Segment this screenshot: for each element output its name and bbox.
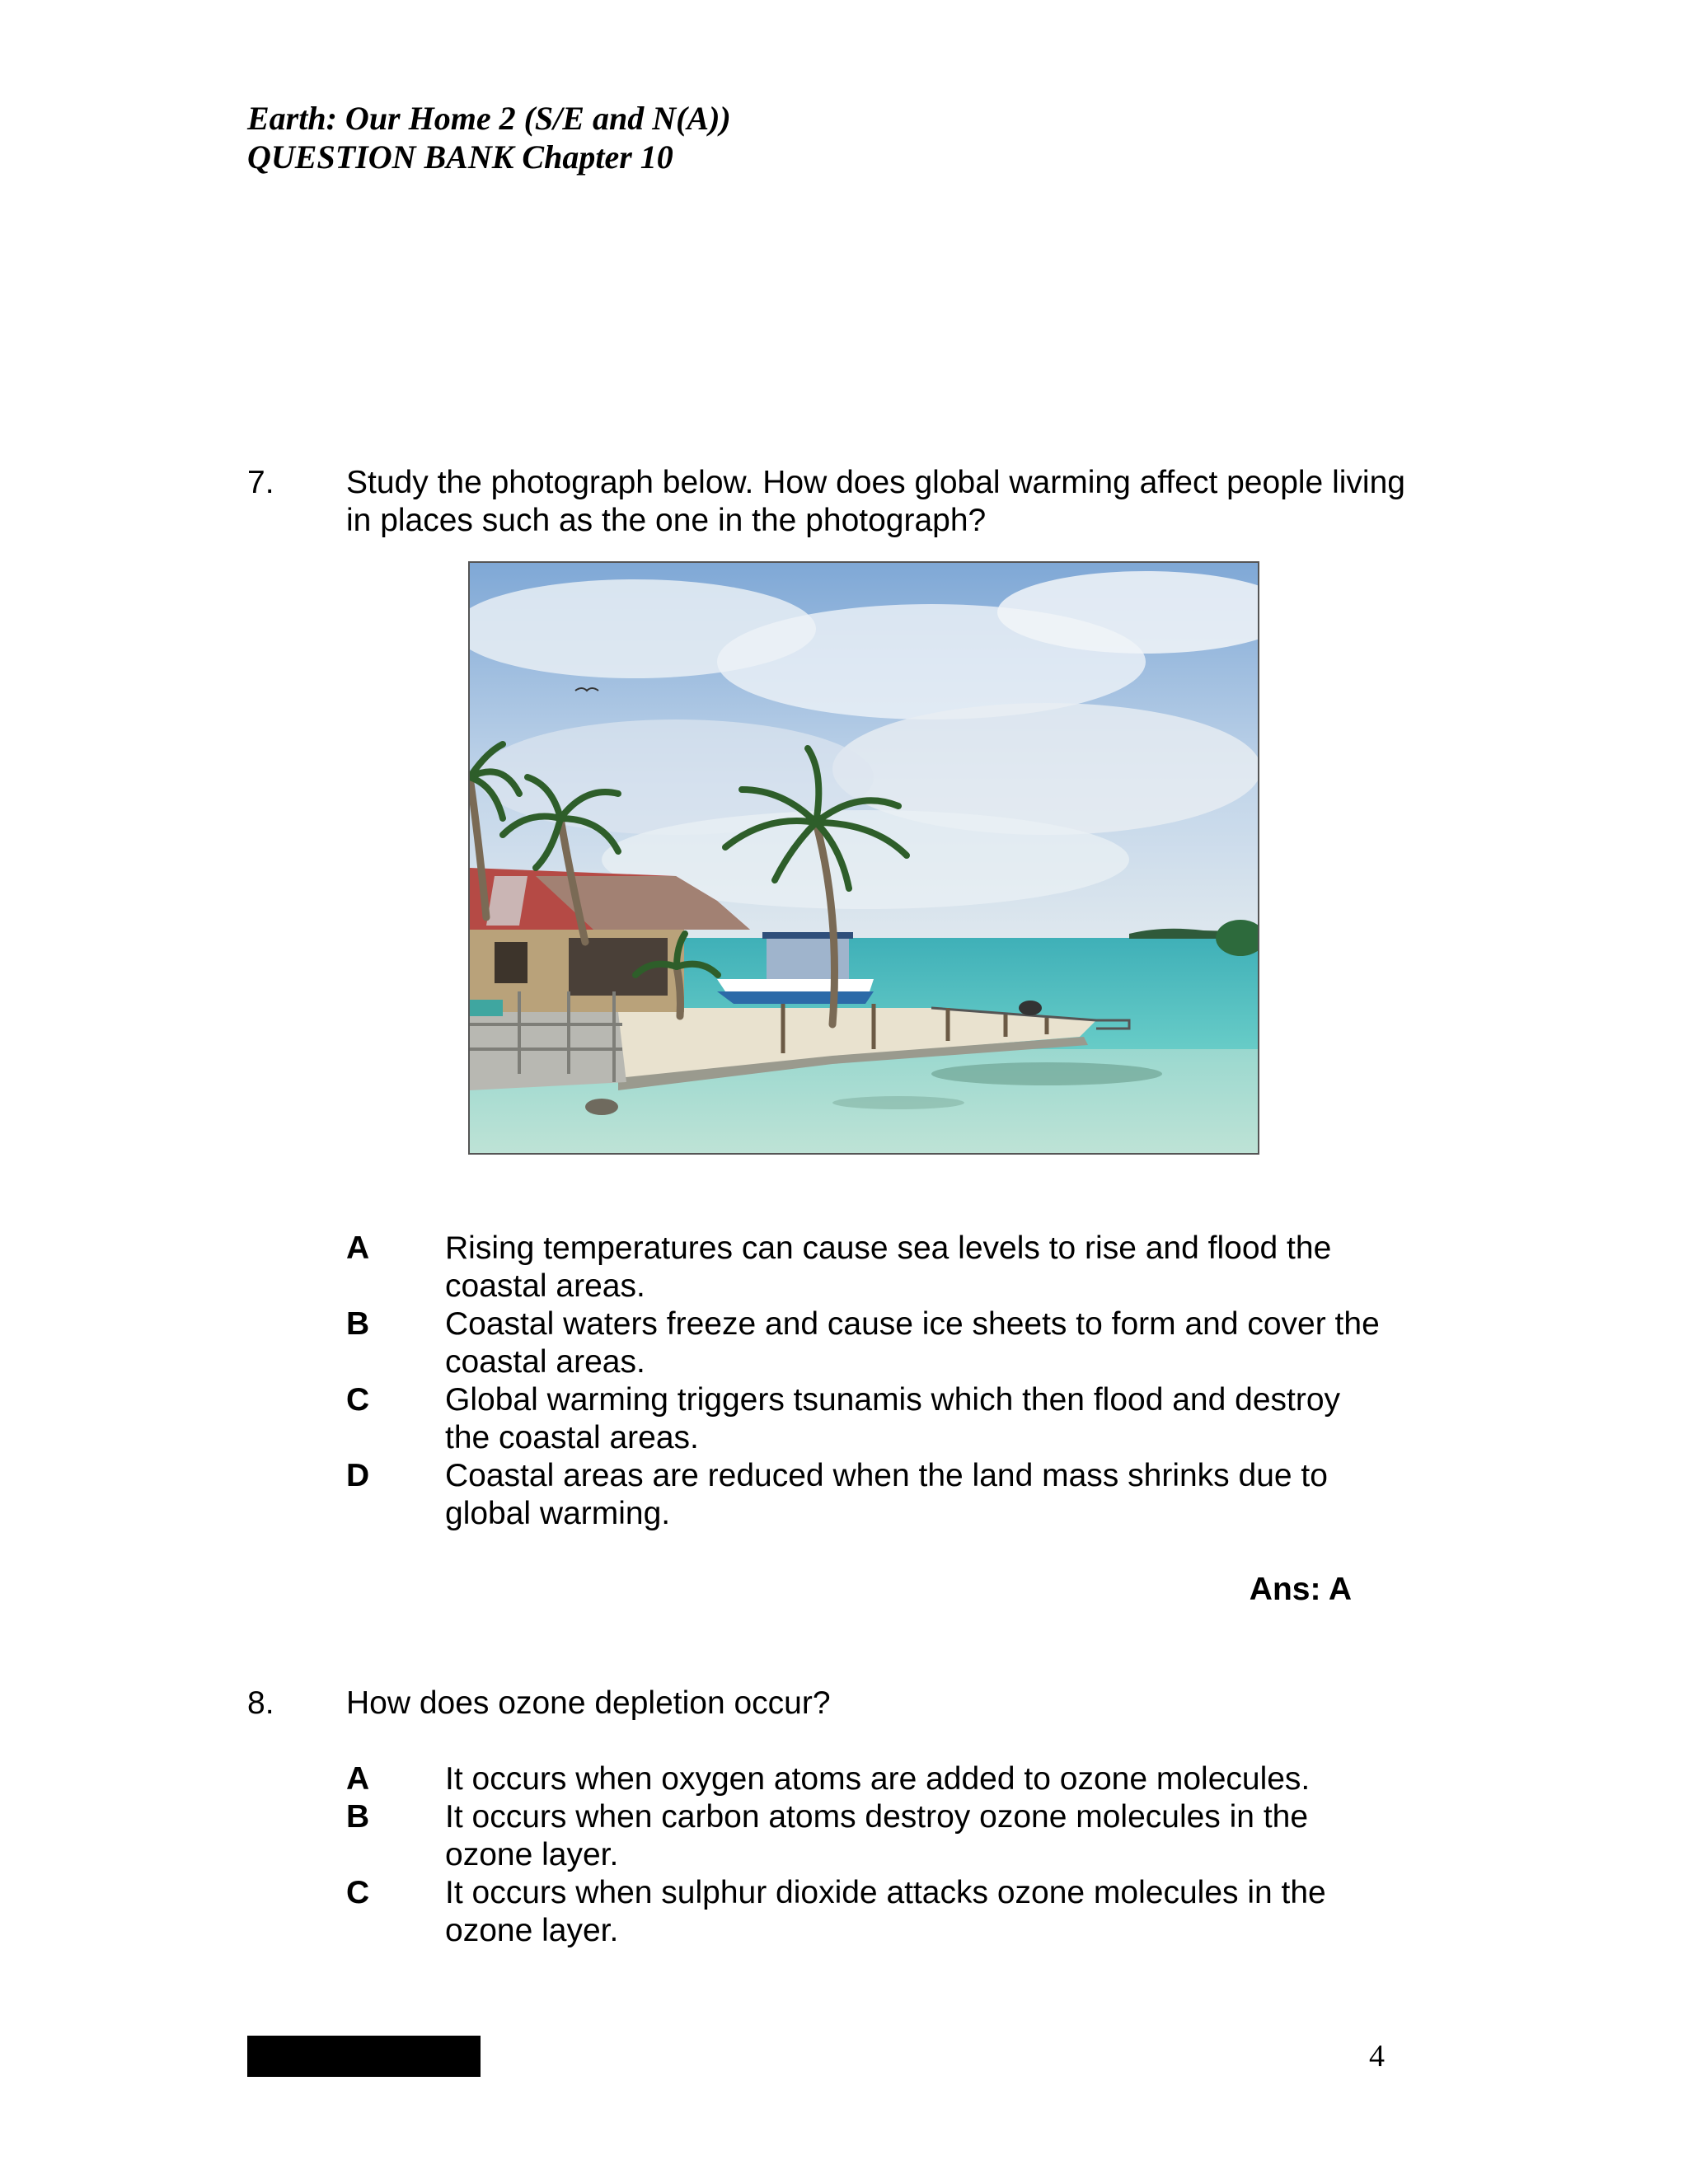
page-number: 4 [1369, 2039, 1385, 2074]
question-8-option-c-letter: C [346, 1875, 370, 1910]
header-subtitle: QUESTION BANK Chapter 10 [247, 138, 673, 176]
redacted-footer-box [247, 2036, 481, 2077]
question-7-number: 7. [247, 465, 274, 500]
question-8-option-b-text: It occurs when carbon atoms destroy ozone molecules in the ozone layer. [445, 1799, 1309, 1872]
question-7-text: Study the photograph below. How does global warming affect people living in places such as the one in the photograph? [346, 465, 1405, 538]
question-8-option-c-text: It occurs when sulphur dioxide attacks ozone molecules in the ozone layer. [445, 1875, 1326, 1948]
question-8-option-a-letter: A [346, 1761, 370, 1797]
question-7-answer: Ans: A [1249, 1572, 1352, 1607]
question-8-option-b-letter: B [346, 1799, 370, 1835]
question-7-option-b-letter: B [346, 1306, 370, 1342]
question-7-option-a-letter: A [346, 1230, 370, 1266]
question-8-number: 8. [247, 1685, 274, 1721]
document-header [247, 99, 731, 176]
beach-photo [468, 561, 1259, 1155]
question-7-option-c-text: Global warming triggers tsunamis which then flood and destroy the coastal areas. [445, 1382, 1341, 1455]
question-7-option-a-text: Rising temperatures can cause sea levels to rise and flood the coastal areas. [445, 1230, 1332, 1304]
question-8-text: How does ozone depletion occur? [346, 1685, 831, 1721]
question-7-option-b-text: Coastal waters freeze and cause ice sheets to form and cover the coastal areas. [445, 1306, 1380, 1380]
question-7-option-d-letter: D [346, 1458, 370, 1493]
question-8-option-a-text: It occurs when oxygen atoms are added to ozone molecules. [445, 1761, 1311, 1797]
question-7-option-d-text: Coastal areas are reduced when the land mass shrinks due to global warming. [445, 1458, 1328, 1531]
header-title: Earth: Our Home 2 (S/E and N(A)) [247, 100, 731, 137]
question-7-option-c-letter: C [346, 1382, 370, 1418]
